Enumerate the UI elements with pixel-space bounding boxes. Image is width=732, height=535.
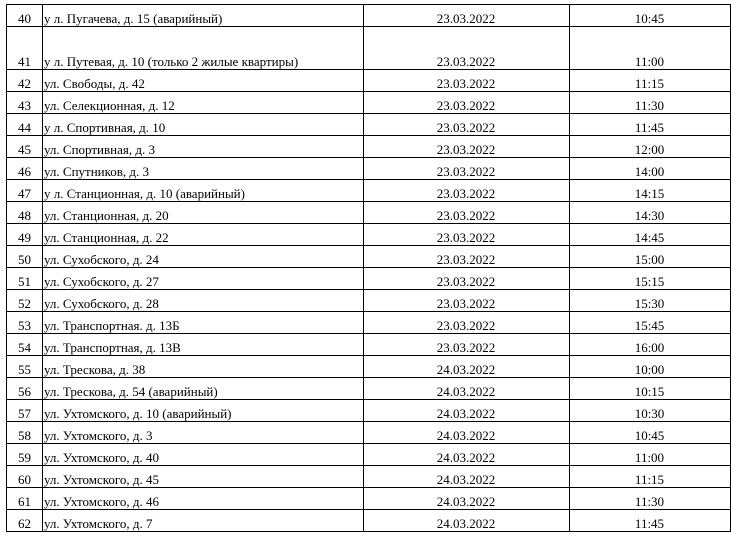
row-address: ул. Ухтомского, д. 7 <box>43 510 364 532</box>
table-row <box>7 246 731 268</box>
row-date: 23.03.2022 <box>364 246 570 268</box>
row-number: 51 <box>7 268 43 290</box>
row-number: 47 <box>7 180 43 202</box>
table-row <box>7 312 731 334</box>
table-row <box>7 27 731 70</box>
row-address: ул. Станционная, д. 20 <box>43 202 364 224</box>
row-address: ул. Транспортная. д. 13Б <box>43 312 364 334</box>
row-date: 23.03.2022 <box>364 5 570 27</box>
row-date: 24.03.2022 <box>364 488 570 510</box>
row-address: ул. Сухобского, д. 27 <box>43 268 364 290</box>
table-row <box>7 202 731 224</box>
row-address: ул. Селекционная, д. 12 <box>43 92 364 114</box>
row-date: 23.03.2022 <box>364 70 570 92</box>
row-number: 45 <box>7 136 43 158</box>
row-number: 50 <box>7 246 43 268</box>
row-number: 41 <box>7 27 43 70</box>
row-time: 15:00 <box>570 246 731 268</box>
row-address: ул. Ухтомского, д. 3 <box>43 422 364 444</box>
row-number: 59 <box>7 444 43 466</box>
table-row <box>7 224 731 246</box>
row-time: 11:00 <box>570 27 731 70</box>
table-row <box>7 70 731 92</box>
table-row <box>7 378 731 400</box>
table-row <box>7 400 731 422</box>
row-number: 48 <box>7 202 43 224</box>
row-address: ул. Ухтомского, д. 40 <box>43 444 364 466</box>
row-address: ул. Спутников, д. 3 <box>43 158 364 180</box>
row-number: 60 <box>7 466 43 488</box>
row-address: ул. Транспортная, д. 13В <box>43 334 364 356</box>
row-time: 15:15 <box>570 268 731 290</box>
row-address: ул. Станционная, д. 22 <box>43 224 364 246</box>
table-row <box>7 422 731 444</box>
table-row <box>7 334 731 356</box>
table-row <box>7 5 731 27</box>
row-date: 23.03.2022 <box>364 268 570 290</box>
row-time: 11:30 <box>570 92 731 114</box>
row-address: ул. Сухобского, д. 28 <box>43 290 364 312</box>
row-address: у л. Пугачева, д. 15 (аварийный) <box>43 5 364 27</box>
row-address: у л. Путевая, д. 10 (только 2 жилые квартиры) <box>43 27 364 70</box>
row-number: 62 <box>7 510 43 532</box>
row-time: 14:30 <box>570 202 731 224</box>
row-number: 46 <box>7 158 43 180</box>
row-time: 16:00 <box>570 334 731 356</box>
row-time: 11:45 <box>570 510 731 532</box>
row-date: 23.03.2022 <box>364 180 570 202</box>
table-row <box>7 444 731 466</box>
table-row <box>7 92 731 114</box>
row-number: 54 <box>7 334 43 356</box>
row-time: 10:30 <box>570 400 731 422</box>
row-number: 42 <box>7 70 43 92</box>
row-time: 15:30 <box>570 290 731 312</box>
row-date: 24.03.2022 <box>364 444 570 466</box>
row-address: у л. Станционная, д. 10 (аварийный) <box>43 180 364 202</box>
row-date: 23.03.2022 <box>364 202 570 224</box>
row-time: 14:45 <box>570 224 731 246</box>
row-time: 10:15 <box>570 378 731 400</box>
row-address: ул. Спортивная, д. 3 <box>43 136 364 158</box>
row-time: 15:45 <box>570 312 731 334</box>
table-row <box>7 488 731 510</box>
row-date: 23.03.2022 <box>364 27 570 70</box>
row-address: ул. Трескова, д. 54 (аварийный) <box>43 378 364 400</box>
table-row <box>7 114 731 136</box>
row-address: у л. Спортивная, д. 10 <box>43 114 364 136</box>
row-time: 12:00 <box>570 136 731 158</box>
row-number: 55 <box>7 356 43 378</box>
row-number: 61 <box>7 488 43 510</box>
row-date: 24.03.2022 <box>364 356 570 378</box>
row-time: 11:15 <box>570 70 731 92</box>
row-time: 11:00 <box>570 444 731 466</box>
row-time: 10:45 <box>570 422 731 444</box>
row-number: 53 <box>7 312 43 334</box>
row-number: 56 <box>7 378 43 400</box>
row-date: 23.03.2022 <box>364 290 570 312</box>
row-time: 10:45 <box>570 5 731 27</box>
row-date: 23.03.2022 <box>364 136 570 158</box>
row-date: 23.03.2022 <box>364 92 570 114</box>
row-number: 58 <box>7 422 43 444</box>
row-number: 49 <box>7 224 43 246</box>
row-address: ул. Ухтомского, д. 10 (аварийный) <box>43 400 364 422</box>
table-row <box>7 158 731 180</box>
row-time: 10:00 <box>570 356 731 378</box>
row-address: ул. Свободы, д. 42 <box>43 70 364 92</box>
table-row <box>7 268 731 290</box>
row-address: ул. Ухтомского, д. 46 <box>43 488 364 510</box>
row-date: 23.03.2022 <box>364 334 570 356</box>
row-date: 24.03.2022 <box>364 466 570 488</box>
table-row <box>7 290 731 312</box>
row-address: ул. Ухтомского, д. 45 <box>43 466 364 488</box>
row-date: 24.03.2022 <box>364 400 570 422</box>
table-row <box>7 356 731 378</box>
row-number: 52 <box>7 290 43 312</box>
row-date: 24.03.2022 <box>364 378 570 400</box>
row-number: 44 <box>7 114 43 136</box>
table-row <box>7 180 731 202</box>
row-address: ул. Сухобского, д. 24 <box>43 246 364 268</box>
row-time: 11:30 <box>570 488 731 510</box>
row-date: 23.03.2022 <box>364 224 570 246</box>
row-date: 24.03.2022 <box>364 422 570 444</box>
row-time: 14:15 <box>570 180 731 202</box>
row-time: 14:00 <box>570 158 731 180</box>
row-number: 57 <box>7 400 43 422</box>
row-time: 11:15 <box>570 466 731 488</box>
table-row <box>7 136 731 158</box>
schedule-table <box>6 4 731 532</box>
row-date: 23.03.2022 <box>364 158 570 180</box>
row-number: 43 <box>7 92 43 114</box>
row-date: 24.03.2022 <box>364 510 570 532</box>
row-number: 40 <box>7 5 43 27</box>
row-date: 23.03.2022 <box>364 312 570 334</box>
row-time: 11:45 <box>570 114 731 136</box>
table-row <box>7 466 731 488</box>
table-row <box>7 510 731 532</box>
row-date: 23.03.2022 <box>364 114 570 136</box>
row-address: ул. Трескова, д. 38 <box>43 356 364 378</box>
